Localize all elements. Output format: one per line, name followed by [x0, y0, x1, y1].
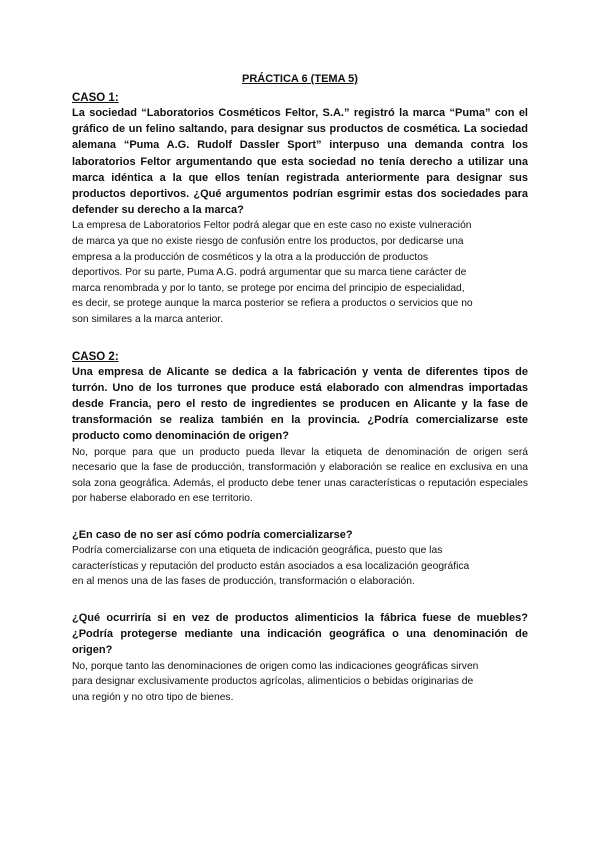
case-2-section — [72, 350, 528, 706]
answer-line: deportivos. Por su parte, Puma A.G. podrá argumentar que su marca tiene carácter de — [72, 267, 467, 279]
case-1-answer — [72, 218, 528, 327]
answer-line: empresa a la producción de cosméticos y la otra a la producción de productos — [72, 251, 429, 263]
case-2-sub-question-1: ¿En caso de no ser así cómo podría comercializarse? — [72, 528, 353, 541]
case-2-heading: CASO 2: — [72, 350, 119, 363]
case-1-heading: CASO 1: — [72, 92, 119, 104]
case-2-sub-answer-2 — [72, 659, 528, 706]
answer-line: para designar exclusivamente productos agrícolas, alimenticios o bebidas originarias de — [72, 676, 474, 688]
answer-line: es decir, se protege aunque la marca posterior se refiera a productos o servicios que no — [72, 298, 473, 310]
answer-line: características y reputación del producto están asociados a esa localización geográfica — [72, 560, 470, 572]
answer-line: son similares a la marca anterior. — [72, 313, 224, 325]
answer-line: Podría comercializarse con una etiqueta de indicación geográfica, puesto que las — [72, 545, 443, 557]
case-2-sub-question-2: ¿Qué ocurriría si en vez de productos alimenticios la fábrica fuese de muebles? ¿Podría protegerse mediante una indicación geográfica o una denominación de origen? — [72, 611, 528, 657]
answer-line: La empresa de Laboratorios Feltor podrá alegar que en este caso no existe vulneración — [72, 220, 472, 232]
answer-line: marca renombrada y por lo tanto, se protege por encima del principio de especialidad, — [72, 282, 465, 294]
answer-line: una región y no otro tipo de bienes. — [72, 691, 234, 703]
answer-line: de marca ya que no existe riesgo de confusión entre los productos, por dedicarse una — [72, 236, 464, 248]
page-title: PRÁCTICA 6 (TEMA 5) — [242, 73, 358, 85]
case-1-section — [72, 91, 528, 328]
answer-line: en al menos una de las fases de producción, transformación o elaboración. — [72, 576, 415, 588]
document-page — [72, 72, 528, 705]
case-2-question: Una empresa de Alicante se dedica a la fabricación y venta de diferentes tipos de turrón. Uno de los turrones que produce está elaborado con almendras importadas desde Francia, pero el resto de ingredientes se producen en Alicante y la fase de transformación se realiza también en la provincia. ¿Podría comercializarse este producto como denominación de origen? — [72, 365, 528, 443]
case-2-answer: No, porque para que un producto pueda llevar la etiqueta de denominación de origen será necesario que la fase de producción, transformación y elaboración se realice en exclusiva en una sola zona geográfica. Además, el producto debe tener unas características o reputación especiales por haberse elaborado en ese territorio. — [72, 446, 528, 505]
case-2-sub-answer-1 — [72, 543, 528, 590]
case-1-question: La sociedad “Laboratorios Cosméticos Feltor, S.A.” registró la marca “Puma” con el gráfico de un felino saltando, para designar sus productos de cosmética. La sociedad alemana “Puma A.G. Rudolf Dassler Sport” interpuso una demanda contra los laboratorios Feltor argumentando que esta sociedad no tenía derecho a utilizar una marca idéntica a la que ellos tenían registrada anteriormente para designar sus productos deportivos. ¿Qué argumentos podrían esgrimir estas dos sociedades para defender su derecho a la marca? — [72, 107, 528, 217]
answer-line: No, porque tanto las denominaciones de origen como las indicaciones geográficas sirven — [72, 660, 479, 672]
